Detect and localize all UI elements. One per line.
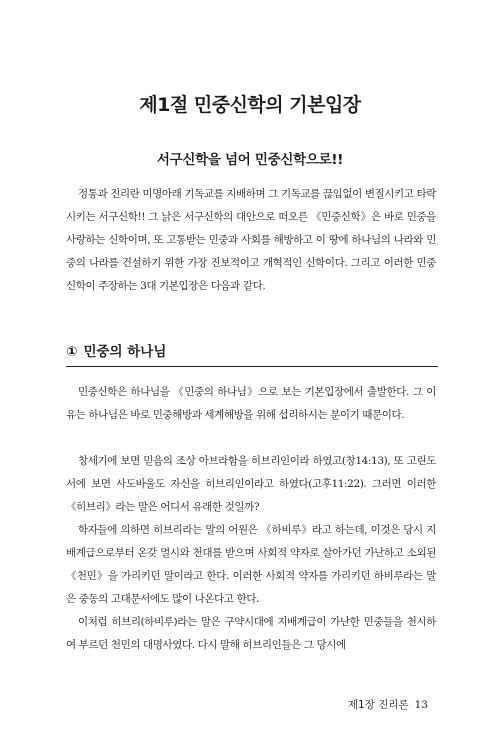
page-number: 13 <box>414 699 428 711</box>
footer-chapter: 제1장 진리론 <box>347 699 409 711</box>
section-heading-number: ① <box>66 344 78 360</box>
section-heading-text: 민중의 하나님 <box>83 344 167 360</box>
intro-paragraph: 정통과 진리란 미명아래 기독교를 지배하며 그 기독교를 끊임없이 변질시키고 타락시키는 서구신학!! 그 낡은 서구신학의 대안으로 떠오른 《민중신학》은 바로 민중을 사랑하는 신학이며, 또 고통받는 민중과 사회를 해방하고 이 땅에 하나님의 나라와 민중의 나라를 건설하기 위한 가장 진보적이고 개혁적인 신학이다. 그리고 이러한 민중신학이 주장하는 3대 기본입장은 다음과 같다. <box>66 188 436 292</box>
section-subtitle: 서구신학을 넘어 민중신학으로!! <box>156 152 344 168</box>
chapter-title: 제1절 민중신학의 기본입장 <box>139 94 361 116</box>
body-paragraph: 창세기에 보면 믿음의 조상 아브라함을 히브리인이라 하였고(창14:13), 또 고린도서에 보면 사도바울도 자신을 히브리인이라고 하였다(고후11:22). 그러면 이러한 《히브리》라는 말은 어디서 유래한 것일까? <box>66 455 436 513</box>
body-paragraph: 민중신학은 하나님을 《민중의 하나님》으로 보는 기본입장에서 출발한다. 그 이유는 하나님은 바로 민중해방과 세계해방을 위해 섭리하시는 분이기 때문이다. <box>66 386 436 421</box>
section-heading <box>66 340 438 367</box>
body-paragraph: 학자들에 의하면 히브리라는 말의 어원은 《하비루》라고 하는데, 이것은 당시 지배계급으로부터 온갖 멸시와 천대를 받으며 사회적 약자로 살아가던 가난하고 소외된 《천민》을 가리키던 말이라고 한다. 이러한 사회적 약자를 가리키던 하비루라는 말은 중동의 고대문서에도 많이 나온다고 한다. <box>66 524 436 605</box>
page-footer <box>0 697 428 712</box>
body-paragraph: 이처럼 히브리(하비루)라는 말은 구약시대에 지배계급이 가난한 민중들을 천시하여 부르던 천민의 대명사였다. 다시 말해 히브리인들은 그 당시에 <box>66 616 436 651</box>
